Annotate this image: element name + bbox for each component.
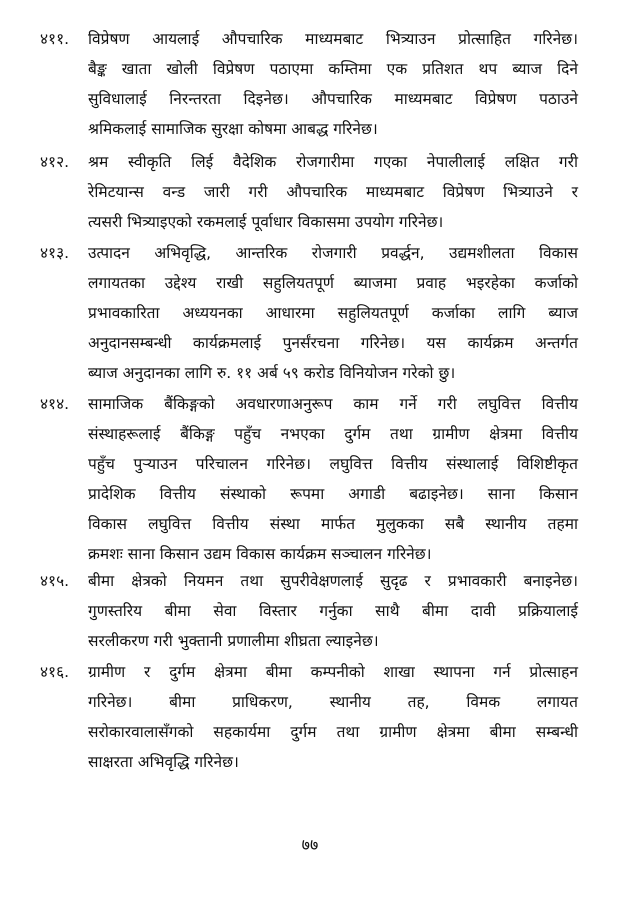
paragraph-text	[88, 147, 578, 237]
paragraph-text	[88, 24, 578, 144]
text-line: प्रादेशिक वित्तीय संस्थाको रूपमा अगाडी बढाइनेछ। साना किसान	[88, 485, 578, 503]
text-line: विप्रेषण आयलाई औपचारिक माध्यमबाट भित्र्याउन प्रोत्साहित गरिनेछ।	[88, 30, 578, 48]
paragraph-number: ४१३.	[40, 244, 70, 262]
text-line: उत्पादन अभिवृद्धि, आन्तरिक रोजगारी प्रवर्द्धन, उद्यमशीलता विकास	[88, 244, 578, 262]
paragraph-number: ४११.	[40, 30, 70, 48]
text-line: श्रमिकलाई सामाजिक सुरक्षा कोषमा आबद्ध गरिनेछ।	[88, 120, 378, 138]
paragraph-number: ४१२.	[40, 153, 70, 171]
text-line: साक्षरता अभिवृद्धि गरिनेछ।	[88, 753, 239, 771]
text-line: गुणस्तरिय बीमा सेवा विस्तार गर्नुका साथै बीमा दावी प्रक्रियालाई	[88, 602, 578, 620]
text-line: विकास लघुवित्त वित्तीय संस्था मार्फत मुलुकका सबै स्थानीय तहमा	[88, 515, 578, 533]
text-line: सामाजिक बैंकिङ्गको अवधारणाअनुरूप काम गर्ने गरी लघुवित्त वित्तीय	[88, 395, 578, 413]
paragraph-text	[88, 566, 578, 656]
paragraph-number: ४१६.	[40, 663, 70, 681]
text-line: ग्रामीण र दुर्गम क्षेत्रमा बीमा कम्पनीको शाखा स्थापना गर्न प्रोत्साहन	[88, 663, 578, 681]
text-line: बैङ्क खाता खोली विप्रेषण पठाएमा कम्तिमा एक प्रतिशत थप ब्याज दिने	[88, 60, 578, 78]
text-line: त्यसरी भित्र्याइएको रकमलाई पूर्वाधार विकासमा उपयोग गरिनेछ।	[88, 213, 444, 231]
text-line: ब्याज अनुदानका लागि रु. ११ अर्ब ५९ करोड विनियोजन गरेको छु।	[88, 364, 456, 382]
text-line: अनुदानसम्बन्धी कार्यक्रमलाई पुनर्संरचना गरिनेछ। यस कार्यक्रम अन्तर्गत	[88, 334, 578, 352]
text-line: श्रम स्वीकृति लिई वैदेशिक रोजगारीमा गएका नेपालीलाई लक्षित गरी	[88, 153, 578, 171]
text-line: बीमा क्षेत्रको नियमन तथा सुपरीवेक्षणलाई सुदृढ र प्रभावकारी बनाइनेछ।	[88, 572, 578, 590]
paragraph-text	[88, 657, 578, 777]
paragraph-number: ४१४.	[40, 395, 70, 413]
paragraph-text	[88, 389, 578, 569]
text-line: सुविधालाई निरन्तरता दिइनेछ। औपचारिक माध्यमबाट विप्रेषण पठाउने	[88, 90, 578, 108]
text-line: गरिनेछ। बीमा प्राधिकरण, स्थानीय तह, विमक लगायत	[88, 693, 578, 711]
text-line: सरोकारवालासँगको सहकार्यमा दुर्गम तथा ग्रामीण क्षेत्रमा बीमा सम्बन्धी	[88, 723, 578, 741]
text-line: रेमिटयान्स वन्ड जारी गरी औपचारिक माध्यमबाट विप्रेषण भित्र्याउने र	[88, 183, 578, 201]
text-line: क्रमशः साना किसान उद्यम विकास कार्यक्रम सञ्चालन गरिनेछ।	[88, 545, 432, 563]
text-line: सरलीकरण गरी भुक्तानी प्रणालीमा शीघ्रता ल्याइनेछ।	[88, 632, 379, 650]
page-number: ७७	[301, 835, 319, 854]
text-line: प्रभावकारिता अध्ययनका आधारमा सहुलियतपूर्ण कर्जाका लागि ब्याज	[88, 304, 578, 322]
paragraph-text	[88, 238, 578, 388]
text-line: लगायतका उद्देश्य राखी सहुलियतपूर्ण ब्याजमा प्रवाह भइरहेका कर्जाको	[88, 274, 578, 292]
text-line: पहुँच पुऱ्याउन परिचालन गरिनेछ। लघुवित्त वित्तीय संस्थालाई विशिष्टीकृत	[88, 455, 578, 473]
text-line: संस्थाहरूलाई बैंकिङ्ग पहुँच नभएका दुर्गम तथा ग्रामीण क्षेत्रमा वित्तीय	[88, 425, 578, 443]
paragraph-number: ४१५.	[40, 572, 70, 590]
